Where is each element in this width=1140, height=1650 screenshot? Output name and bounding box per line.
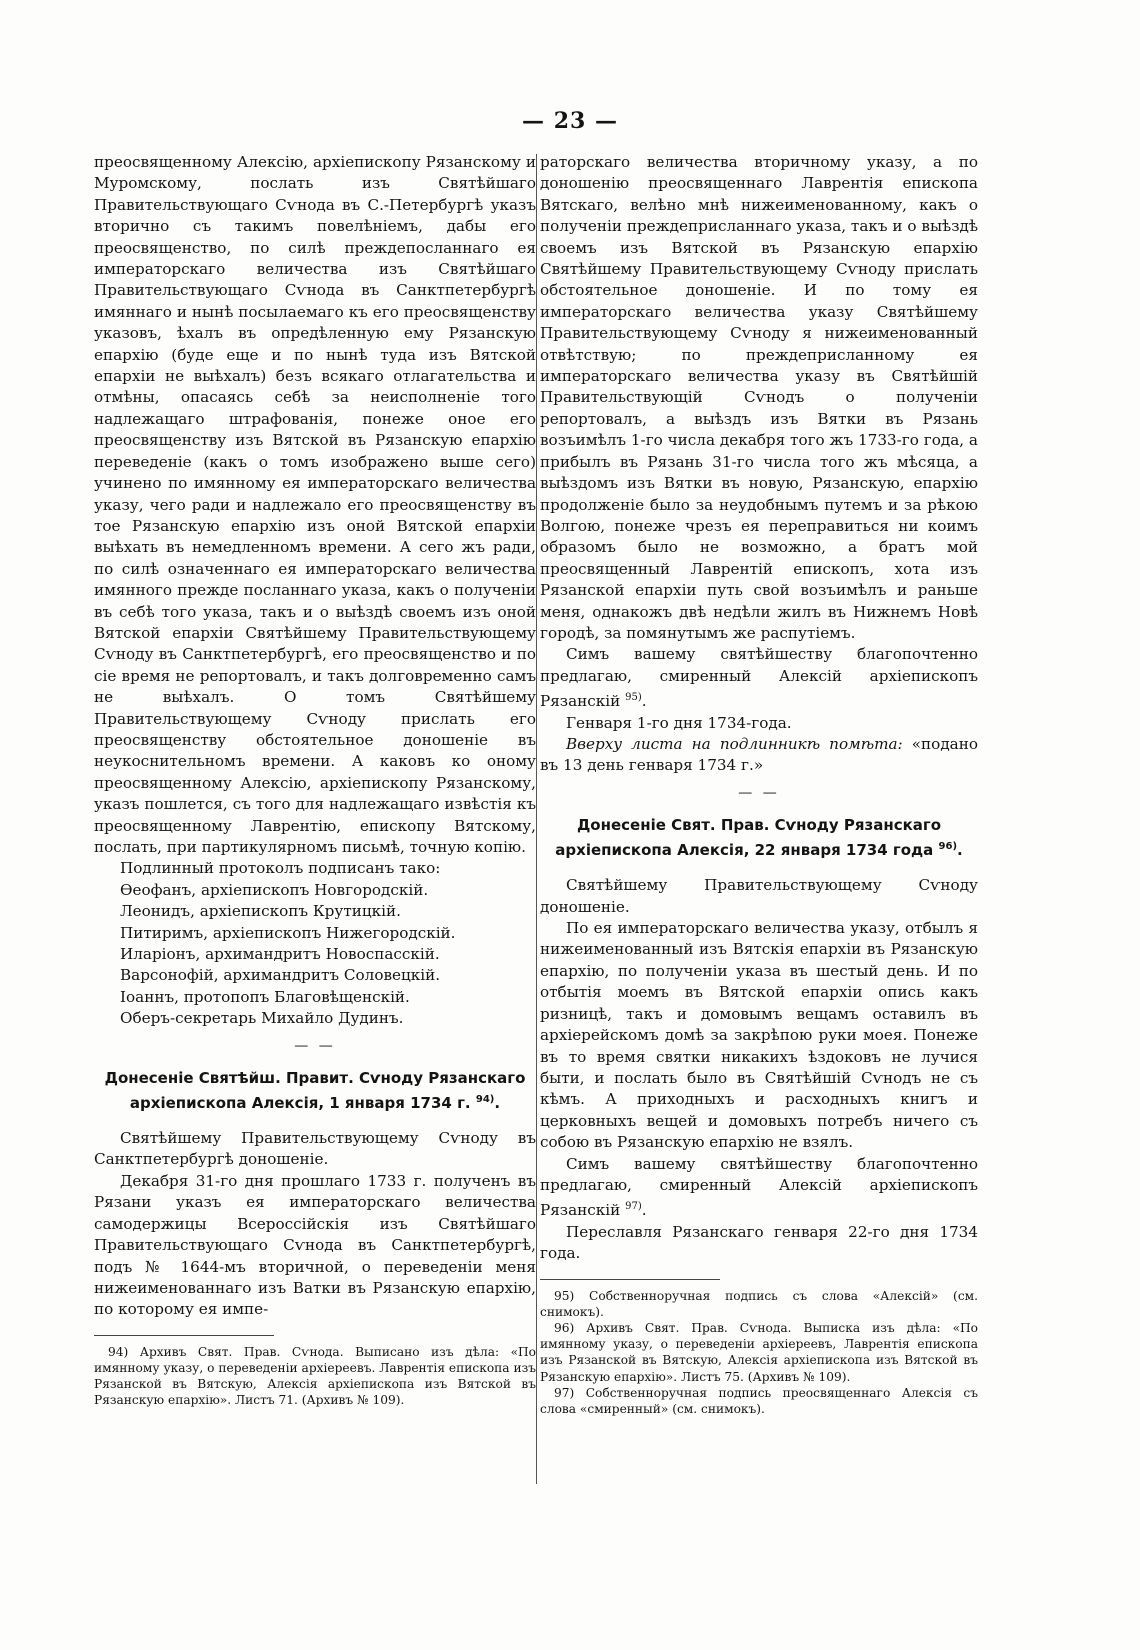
page-number: — 23 — bbox=[522, 108, 618, 134]
document-heading: Донесеніе Святѣйш. Правит. Сѵноду Рязанскаго архіепископа Алексія, 1 января 1734 г. $^{94)}$. bbox=[104, 1069, 526, 1113]
protocol-line: Подлинный протоколъ подписанъ тако: bbox=[120, 859, 441, 878]
body-paragraph: Декабря 31-го дня прошлаго 1733 г. полученъ въ Рязани указъ ея императорскаго величества самодержицы Всероссійскія изъ Святѣйшаго Правительствующаго Сѵнода въ Санктпетербургѣ, подъ № 1644-мъ вторичной, о переведеніи меня нижеименованнаго изъ Ватки въ Рязанскую епархію, по которому ея импе- bbox=[94, 1171, 536, 1319]
footnote-ref: 96) bbox=[938, 841, 958, 853]
footnote: 96) Архивъ Свят. Прав. Сѵнода. Выписка изъ дѣла: «По имянному указу, о переведеніи архіереевъ, Лаврентія епископа изъ Рязанской въ Вятскую, Алексія архіепископа изъ Вятской въ Рязанскую епархію». Листъ 75. (Архивъ № 109). bbox=[540, 1321, 978, 1384]
heading-text: Донесеніе Святѣйш. Правит. Сѵноду Рязанскаго архіепископа Алексія, 1 января 1734 г. bbox=[104, 1069, 526, 1113]
column-divider bbox=[536, 154, 537, 1484]
signature-line: Варсонофій, архимандритъ Соловецкій. bbox=[120, 966, 441, 985]
footnote-ref: 95) bbox=[625, 692, 642, 704]
footnotes bbox=[94, 1344, 536, 1409]
address-line: Святѣйшему Правительствующему Сѵноду въ Санктпетербургѣ доношеніе. bbox=[94, 1129, 536, 1169]
footnote-ref: 94) bbox=[475, 1094, 495, 1106]
date-line: Генваря 1-го дня 1734-года. bbox=[566, 713, 792, 732]
signature-line: Питиримъ, архіепископъ Нижегородскій. bbox=[120, 923, 456, 942]
address-line: Святѣйшему Правительствующему Сѵноду доношеніе. bbox=[540, 876, 978, 916]
document-heading: Донесеніе Свят. Прав. Сѵноду Рязанскаго архіепископа Алексія, 22 января 1734 года $^{96)}$. bbox=[555, 816, 963, 860]
closing-line: Симъ вашему святѣйшеству благопочтенно предлагаю, смиренный Алексій архіепископъ Рязанскій $^{97)}$. bbox=[540, 1154, 978, 1220]
signature-line: Оберъ-секретарь Михайло Дудинъ. bbox=[120, 1009, 404, 1028]
continued-paragraph: раторскаго величества вторичному указу, а по доношенію преосвященнаго Лаврентія епископа Вятскаго, велѣно мнѣ нижеименованному, какъ о полученіи преждеприсланнаго указа, такъ и о выѣздѣ своемъ изъ Вятской въ Рязанскую епархію Святѣйшему Правительствующему Сѵноду прислать обстоятельное доношеніе. И по тому ея императорскаго величества указу Святѣйшему Правительствующему Сѵноду я нижеименованный отвѣтствую; по преждеприсланному ея императорскаго величества указу въ Святѣйшій Правительствующій Сѵнодъ о полученіи репортовалъ, а выѣздъ изъ Вятки въ Рязань возъимѣлъ 1-го числа декабря того жъ 1733-го года, а прибылъ въ Рязань 31-го числа того жъ мѣсяца, а выѣздомъ изъ Вятки въ новую, Рязанскую, епархію продолженіе было за неудобнымъ путемъ и за рѣкою Волгою, понеже чрезъ ея переправиться ни коимъ образомъ было не возможно, а братъ мой преосвященный Лаврентій епископъ, хота изъ Рязанской епархіи путь свой возъимѣлъ и раньше меня, однакожъ двѣ недѣли жилъ въ Нижнемъ Новѣ городѣ, за помянутымъ же распутіемъ. bbox=[540, 153, 978, 642]
signature-line: Леонидъ, архіепископъ Крутицкій. bbox=[120, 902, 401, 921]
footnote: 94) Архивъ Свят. Прав. Сѵнода. Выписано изъ дѣла: «По имянному указу, о переведеніи архіереевъ. Лаврентія епископа изъ Рязанской въ Вятскую, Алексія архіепископа изъ Вятской въ Рязанскую епархію». Листъ 71. (Архивъ № 109). bbox=[94, 1344, 536, 1408]
left-column bbox=[94, 152, 536, 1409]
section-separator: — — bbox=[294, 1037, 336, 1054]
footnote-rule bbox=[540, 1279, 720, 1280]
section-separator: — — bbox=[738, 784, 780, 801]
footnote-rule bbox=[94, 1335, 274, 1336]
continued-paragraph: преосвященному Алексію, архіепископу Рязанскому и Муромскому, послать изъ Святѣйшаго Правительствующаго Сѵнода въ С.-Петербургѣ указъ вторично съ такимъ повелѣніемъ, дабы его преосвященство, по силѣ преждепосланнаго ея императорскаго величества изъ Святѣйшаго Правительствующаго Сѵнода въ Санктпетербургѣ имяннаго и нынѣ посылаемаго къ его преосвященству указовъ, ѣхалъ въ опредѣленную ему Рязанскую епархію (буде еще и по нынѣ туда изъ Вятской епархіи не выѣхалъ) безъ всякаго отлагательства и отмѣны, опасаясь себѣ за неисполненіе того надлежащаго штрафованія, понеже оное его преосвященству изъ Вятской въ Рязанскую епархію переведеніе (какъ о томъ изображено выше сего) учинено по имянному ея императорскаго величества указу, чего ради и надлежало его преосвященству въ тое Рязанскую епархію изъ оной Вятской епархіи выѣхать въ немедленномъ времени. А сего жъ ради, по силѣ означеннаго ея императорскаго величества имянного прежде посланнаго указа, какъ о полученіи въ себѣ того указа, такъ и о выѣздѣ своемъ изъ оной Вятской епархіи Святѣйшему Правительствующему Сѵноду въ Санктпетербургѣ, его преосвященство и по сіе время не репортовалъ, и такъ долговременно самъ не выѣхалъ. О томъ Святѣйшему Правительствующему Сѵноду прислать его преосвященству обстоятельное доношеніе въ неукоснительномъ времени. А каковъ ко оному преосвященному Алексію, архіепископу Рязанскому, указъ пошлется, съ того для надлежащаго извѣстія къ преосвященному Лаврентію, епископу Вятскому, послать, при партикулярномъ письмѣ, точную копію. bbox=[94, 153, 536, 856]
footnote: 95) Собственноручная подпись съ слова «Алексій» (см. снимокъ). bbox=[540, 1288, 978, 1319]
footnotes bbox=[540, 1288, 978, 1418]
archival-note: Вверху листа на подлинникѣ помѣта: «подано въ 13 день генваря 1734 г.» bbox=[540, 735, 978, 775]
signature-line: Иларіонъ, архимандритъ Новоспасскій. bbox=[120, 945, 440, 964]
body-paragraph: По ея императорскаго величества указу, отбылъ я нижеименованный изъ Вятскія епархіи въ Рязанскую епархію, по полученіи указа въ шестый день. И по отбытія моемъ въ Вятской епархіи опись какъ ризницѣ, такъ и домовымъ вещамъ оставилъ въ архіерейскомъ домѣ за закрѣпою руки моея. Понеже въ то время святки никакихъ ѣздоковъ не лучися быти, и послать было въ Святѣйшій Сѵнодъ не съ кѣмъ. А приходныхъ и расходныхъ книгъ и церковныхъ вещей и домовыхъ потребъ ничего съ собою въ Рязанскую епархію не взялъ. bbox=[540, 919, 978, 1152]
date-line: Переславля Рязанскаго генваря 22-го дня 1734 года. bbox=[540, 1222, 978, 1263]
signature-line: Ѳеофанъ, архіепископъ Новгородскій. bbox=[120, 880, 429, 899]
right-column bbox=[540, 152, 978, 1417]
heading-text: Донесеніе Свят. Прав. Сѵноду Рязанскаго архіепископа Алексія, 22 января 1734 года bbox=[555, 816, 942, 860]
footnote: 97) Собственноручная подпись преосвященнаго Алексія съ слова «смиренный» (см. снимокъ). bbox=[540, 1385, 978, 1417]
footnote-ref: 97) bbox=[625, 1201, 642, 1213]
closing-line: Симъ вашему святѣйшеству благопочтенно предлагаю, смиренный Алексій архіепископъ Рязанскій $^{95)}$. bbox=[540, 645, 978, 711]
signature-line: Іоаннъ, протопопъ Благовѣщенскій. bbox=[120, 987, 410, 1006]
